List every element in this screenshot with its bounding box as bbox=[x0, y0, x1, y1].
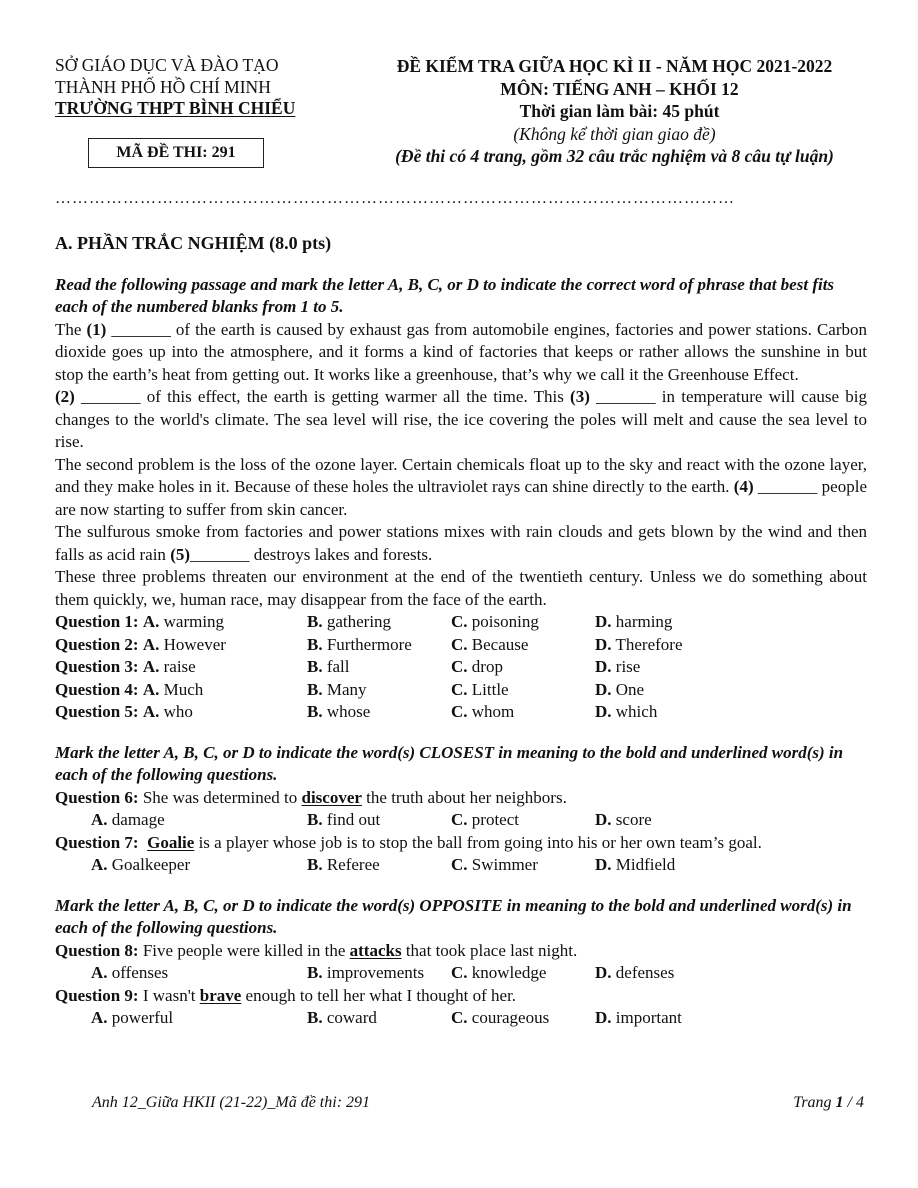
option-text: Midfield bbox=[615, 855, 676, 874]
option-text: Much bbox=[163, 679, 204, 699]
option-text: Many bbox=[326, 679, 367, 699]
question-3 bbox=[55, 656, 867, 679]
text-span: Trang bbox=[793, 1094, 836, 1111]
option-d bbox=[595, 656, 867, 679]
option-text: Little bbox=[471, 679, 509, 699]
indent bbox=[55, 1007, 91, 1030]
option-letter: C. bbox=[451, 810, 468, 829]
option-text: score bbox=[615, 810, 652, 829]
option-text: Goalkeeper bbox=[111, 855, 191, 874]
option-b bbox=[307, 611, 451, 634]
key-word: attacks bbox=[349, 940, 402, 960]
passage-paragraph-4 bbox=[55, 521, 867, 566]
option-b bbox=[307, 679, 451, 702]
blank-number: (4) bbox=[733, 477, 754, 496]
section-a-title: A. PHẦN TRẮC NGHIỆM (8.0 pts) bbox=[55, 233, 332, 253]
school-name: TRƯỜNG THPT BÌNH CHIỂU bbox=[55, 98, 296, 118]
passage-paragraph-2 bbox=[55, 386, 867, 454]
option-d bbox=[595, 701, 867, 724]
passage-paragraph-5: These three problems threaten our environment at the end of the twentieth century. Unless we do something about them quickly, we, human race, may disappear from the face of the earth. bbox=[55, 567, 867, 609]
exam-title: ĐỀ KIỂM TRA GIỮA HỌC KÌ II - NĂM HỌC 2021-2022 bbox=[396, 56, 833, 76]
option-letter: B. bbox=[307, 634, 323, 654]
part3-instruction: Mark the letter A, B, C, or D to indicate the word(s) OPPOSITE in meaning to the bold and underlined word(s) in each of the following questions. bbox=[55, 895, 852, 937]
option-text: improvements bbox=[326, 963, 425, 982]
question-5 bbox=[55, 701, 867, 724]
option-c bbox=[451, 1007, 595, 1030]
option-letter: A. bbox=[142, 657, 160, 676]
dotted-separator: ………………………………………………………………………………………………………… bbox=[55, 192, 735, 206]
option-letter: D. bbox=[595, 612, 612, 631]
option-letter: A. bbox=[142, 702, 160, 721]
current-page: 1 bbox=[835, 1094, 844, 1111]
option-b bbox=[307, 634, 451, 657]
option-a bbox=[55, 701, 307, 724]
option-text: which bbox=[615, 702, 658, 721]
blank-number: (2) bbox=[55, 387, 75, 406]
option-text: Furthermore bbox=[326, 634, 412, 654]
indent bbox=[55, 854, 91, 877]
option-a bbox=[55, 656, 307, 679]
text-span: I wasn't bbox=[138, 985, 200, 1005]
text-span: The bbox=[55, 319, 87, 339]
question-label: Question 9: bbox=[55, 985, 139, 1005]
option-letter: C. bbox=[451, 1008, 468, 1027]
exam-subject: MÔN: TIẾNG ANH – KHỐI 12 bbox=[500, 78, 739, 99]
option-text: rise bbox=[615, 657, 641, 676]
option-d bbox=[595, 1007, 867, 1030]
question-2 bbox=[55, 634, 867, 657]
question-label: Question 2: bbox=[55, 634, 139, 654]
option-a bbox=[55, 634, 307, 657]
footer-page-number bbox=[793, 1094, 864, 1112]
option-a bbox=[91, 854, 307, 877]
option-letter: B. bbox=[307, 855, 323, 874]
option-d bbox=[595, 679, 867, 702]
option-letter: C. bbox=[451, 634, 468, 654]
option-text: damage bbox=[111, 810, 165, 829]
option-text: Referee bbox=[326, 855, 380, 874]
option-text: fall bbox=[326, 657, 350, 676]
option-text: Swimmer bbox=[471, 855, 538, 874]
option-letter: B. bbox=[307, 702, 323, 721]
part1-instruction: Read the following passage and mark the letter A, B, C, or D to indicate the correct word of phrase that best fits each of the numbered blanks from 1 to 5. bbox=[55, 274, 835, 316]
footer-exam-info: Anh 12_Giữa HKII (21-22)_Mã đề thi: 291 bbox=[92, 1094, 371, 1111]
option-letter: B. bbox=[307, 1008, 323, 1027]
text-span: the truth about her neighbors. bbox=[361, 787, 567, 807]
option-b bbox=[307, 1007, 451, 1030]
option-text: who bbox=[163, 702, 193, 721]
question-6-options bbox=[55, 809, 867, 832]
question-9-options bbox=[55, 1007, 867, 1030]
option-text: raise bbox=[163, 657, 196, 676]
option-letter: A. bbox=[91, 855, 108, 874]
option-c bbox=[451, 809, 595, 832]
spacer bbox=[55, 877, 867, 895]
exam-title-block bbox=[362, 55, 867, 168]
text-span: The sulfurous smoke from factories and power stations mixes with rain clouds and gets blown by the wind and then falls as acid rain bbox=[55, 522, 867, 564]
question-9-stem bbox=[55, 985, 867, 1008]
option-letter: D. bbox=[595, 702, 612, 721]
option-text: courageous bbox=[471, 1008, 550, 1027]
option-text: whose bbox=[326, 702, 371, 721]
indent bbox=[55, 962, 91, 985]
key-word: discover bbox=[301, 787, 362, 807]
option-c bbox=[451, 611, 595, 634]
option-text: powerful bbox=[111, 1008, 174, 1027]
option-text: coward bbox=[326, 1008, 377, 1027]
option-letter: D. bbox=[595, 855, 612, 874]
spacer bbox=[55, 724, 867, 742]
option-a bbox=[91, 1007, 307, 1030]
option-letter: B. bbox=[307, 657, 323, 676]
text-span: that took place last night. bbox=[401, 940, 578, 960]
text-span: _______ in temperature will cause big changes to the world's climate. The sea level will rise, the ice covering the poles will melt and cause the sea level to rise. bbox=[55, 387, 867, 451]
option-b bbox=[307, 656, 451, 679]
option-d bbox=[595, 962, 867, 985]
option-text: important bbox=[615, 1008, 682, 1027]
question-8-stem bbox=[55, 940, 867, 963]
text-span: _______ people are now starting to suffer from skin cancer. bbox=[55, 477, 867, 519]
option-text: drop bbox=[471, 657, 503, 676]
option-letter: C. bbox=[451, 702, 468, 721]
option-text: poisoning bbox=[471, 612, 539, 631]
option-c bbox=[451, 634, 595, 657]
question-8-options bbox=[55, 962, 867, 985]
option-b bbox=[307, 701, 451, 724]
question-7-stem bbox=[55, 832, 867, 855]
passage-paragraph-3 bbox=[55, 454, 867, 522]
question-label: Question 3: bbox=[55, 657, 139, 676]
blank-number: (5) bbox=[170, 544, 191, 564]
option-d bbox=[595, 809, 867, 832]
question-1 bbox=[55, 611, 867, 634]
option-text: gathering bbox=[326, 612, 392, 631]
option-letter: A. bbox=[142, 612, 160, 631]
option-letter: A. bbox=[142, 634, 160, 654]
option-c bbox=[451, 701, 595, 724]
option-c bbox=[451, 854, 595, 877]
exam-time-note: (Không kể thời gian giao đề) bbox=[513, 123, 716, 144]
text-span: The second problem is the loss of the ozone layer. Certain chemicals float up to the sky and react with the ozone layer, and they make holes in it. Because of these holes the ultraviolet rays can shine directly to the earth. bbox=[55, 454, 867, 496]
option-c bbox=[451, 679, 595, 702]
department-header bbox=[55, 55, 355, 120]
option-letter: D. bbox=[595, 679, 612, 699]
option-text: harming bbox=[615, 612, 673, 631]
option-text: However bbox=[163, 634, 226, 654]
question-label: Question 7: bbox=[55, 832, 139, 852]
option-letter: B. bbox=[307, 679, 323, 699]
option-letter: D. bbox=[595, 810, 612, 829]
option-text: warming bbox=[163, 612, 225, 631]
option-a bbox=[91, 809, 307, 832]
text-span: _______ destroys lakes and forests. bbox=[190, 544, 433, 564]
question-label: Question 6: bbox=[55, 787, 139, 807]
option-letter: B. bbox=[307, 810, 323, 829]
option-d bbox=[595, 611, 867, 634]
option-c bbox=[451, 656, 595, 679]
exam-pages-note: (Đề thi có 4 trang, gồm 32 câu trắc nghiệm và 8 câu tự luận) bbox=[395, 146, 834, 166]
option-b bbox=[307, 809, 451, 832]
exam-time: Thời gian làm bài: 45 phút bbox=[519, 101, 720, 121]
text-span: _______ of this effect, the earth is getting warmer all the time. This bbox=[74, 387, 571, 406]
option-b bbox=[307, 854, 451, 877]
option-letter: D. bbox=[595, 963, 612, 982]
option-d bbox=[595, 854, 867, 877]
indent bbox=[55, 809, 91, 832]
exam-content bbox=[55, 232, 867, 1030]
option-letter: C. bbox=[451, 657, 468, 676]
question-6-stem bbox=[55, 787, 867, 810]
option-c bbox=[451, 962, 595, 985]
option-letter: D. bbox=[595, 1008, 612, 1027]
text-span: is a player whose job is to stop the ball from going into his or her own team’s goal. bbox=[194, 832, 762, 852]
option-d bbox=[595, 634, 867, 657]
key-word: Goalie bbox=[147, 832, 195, 852]
option-text: protect bbox=[471, 810, 519, 829]
option-text: One bbox=[615, 679, 645, 699]
option-a bbox=[91, 962, 307, 985]
option-letter: B. bbox=[307, 612, 323, 631]
text-span bbox=[139, 833, 148, 852]
option-letter: C. bbox=[451, 855, 468, 874]
option-letter: A. bbox=[142, 679, 160, 699]
text-span: _______ of the earth is caused by exhaust gas from automobile engines, factories and power stations. Carbon dioxide goes up into the atmosphere, and it forms a kind of factories that keeps or rather allows the sunshine in but stop the earth’s heat from getting out. It works like a greenhouse, that’s why we call it the Greenhouse Effect. bbox=[55, 319, 867, 384]
option-text: knowledge bbox=[471, 963, 547, 982]
option-letter: B. bbox=[307, 963, 323, 982]
option-text: Because bbox=[471, 634, 529, 654]
exam-code-box: MÃ ĐỀ THI: 291 bbox=[88, 138, 264, 168]
text-span: Five people were killed in the bbox=[138, 940, 350, 960]
option-letter: C. bbox=[451, 612, 468, 631]
blank-number: (1) bbox=[86, 319, 107, 339]
option-text: whom bbox=[471, 702, 515, 721]
department-name: SỞ GIÁO DỤC VÀ ĐÀO TẠO bbox=[55, 55, 279, 75]
question-label: Question 5: bbox=[55, 702, 139, 721]
option-letter: C. bbox=[451, 963, 468, 982]
option-text: offenses bbox=[111, 963, 169, 982]
question-label: Question 8: bbox=[55, 940, 139, 960]
option-letter: A. bbox=[91, 1008, 108, 1027]
text-span: / 4 bbox=[843, 1094, 864, 1111]
question-label: Question 4: bbox=[55, 679, 139, 699]
blank-number: (3) bbox=[570, 387, 590, 406]
option-a bbox=[55, 679, 307, 702]
city-name: THÀNH PHỐ HỒ CHÍ MINH bbox=[55, 76, 271, 97]
option-text: find out bbox=[326, 810, 381, 829]
option-text: defenses bbox=[615, 963, 675, 982]
part2-instruction: Mark the letter A, B, C, or D to indicate the word(s) CLOSEST in meaning to the bold and underlined word(s) in each of the following questions. bbox=[55, 742, 844, 784]
option-letter: D. bbox=[595, 634, 612, 654]
option-letter: D. bbox=[595, 657, 612, 676]
question-7-options bbox=[55, 854, 867, 877]
text-span: She was determined to bbox=[138, 787, 302, 807]
option-letter: A. bbox=[91, 810, 108, 829]
passage-paragraph-1 bbox=[55, 319, 867, 387]
option-letter: A. bbox=[91, 963, 108, 982]
option-letter: C. bbox=[451, 679, 468, 699]
option-text: Therefore bbox=[615, 634, 683, 654]
key-word: brave bbox=[199, 985, 242, 1005]
question-4 bbox=[55, 679, 867, 702]
question-label: Question 1: bbox=[55, 612, 139, 631]
option-a bbox=[55, 611, 307, 634]
text-span: enough to tell her what I thought of her. bbox=[241, 985, 517, 1005]
option-b bbox=[307, 962, 451, 985]
